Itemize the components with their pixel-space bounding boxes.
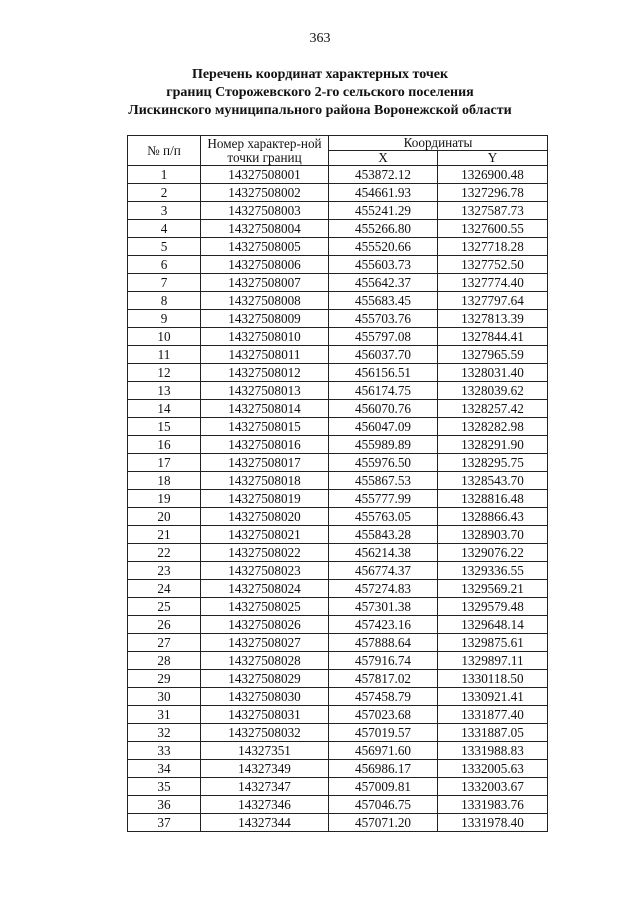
cell-x: 455843.28 <box>329 526 438 544</box>
cell-y: 1327797.64 <box>438 292 548 310</box>
cell-y: 1328282.98 <box>438 418 548 436</box>
cell-index: 34 <box>128 760 201 778</box>
cell-y: 1328031.40 <box>438 364 548 382</box>
cell-y: 1329076.22 <box>438 544 548 562</box>
cell-y: 1327844.41 <box>438 328 548 346</box>
cell-point-number: 14327508024 <box>201 580 329 598</box>
cell-index: 18 <box>128 472 201 490</box>
cell-point-number: 14327508013 <box>201 382 329 400</box>
cell-index: 15 <box>128 418 201 436</box>
cell-point-number: 14327508022 <box>201 544 329 562</box>
cell-point-number: 14327508006 <box>201 256 329 274</box>
document-title <box>0 66 640 120</box>
cell-x: 456986.17 <box>329 760 438 778</box>
table-row <box>128 670 548 688</box>
cell-y: 1329569.21 <box>438 580 548 598</box>
cell-point-number: 14327508001 <box>201 166 329 184</box>
cell-y: 1327774.40 <box>438 274 548 292</box>
table-row <box>128 814 548 832</box>
cell-y: 1329875.61 <box>438 634 548 652</box>
cell-x: 455642.37 <box>329 274 438 292</box>
cell-point-number: 14327508032 <box>201 724 329 742</box>
table-row <box>128 598 548 616</box>
cell-point-number: 14327508023 <box>201 562 329 580</box>
title-line-1: Перечень координат характерных точек <box>191 67 449 82</box>
cell-point-number: 14327508025 <box>201 598 329 616</box>
cell-point-number: 14327508031 <box>201 706 329 724</box>
cell-index: 32 <box>128 724 201 742</box>
cell-point-number: 14327508016 <box>201 436 329 454</box>
table-row <box>128 580 548 598</box>
cell-point-number: 14327508030 <box>201 688 329 706</box>
header-point-number-text: Номер характер-ной точки границ <box>207 135 322 165</box>
cell-x: 457019.57 <box>329 724 438 742</box>
cell-point-number: 14327508029 <box>201 670 329 688</box>
cell-y: 1329579.48 <box>438 598 548 616</box>
cell-x: 457916.74 <box>329 652 438 670</box>
cell-y: 1328543.70 <box>438 472 548 490</box>
header-index: № п/п <box>128 136 201 166</box>
cell-point-number: 14327508012 <box>201 364 329 382</box>
cell-point-number: 14327508003 <box>201 202 329 220</box>
cell-index: 8 <box>128 292 201 310</box>
cell-y: 1327600.55 <box>438 220 548 238</box>
cell-index: 9 <box>128 310 201 328</box>
cell-y: 1328866.43 <box>438 508 548 526</box>
cell-point-number: 14327508007 <box>201 274 329 292</box>
cell-y: 1328257.42 <box>438 400 548 418</box>
table-row <box>128 292 548 310</box>
table-row <box>128 166 548 184</box>
table-row <box>128 562 548 580</box>
cell-index: 23 <box>128 562 201 580</box>
cell-point-number: 14327508014 <box>201 400 329 418</box>
cell-point-number: 14327508020 <box>201 508 329 526</box>
cell-point-number: 14327508019 <box>201 490 329 508</box>
cell-index: 27 <box>128 634 201 652</box>
table-body <box>128 166 548 832</box>
cell-point-number: 14327347 <box>201 778 329 796</box>
table-row <box>128 472 548 490</box>
cell-x: 455867.53 <box>329 472 438 490</box>
cell-y: 1332003.67 <box>438 778 548 796</box>
cell-y: 1331877.40 <box>438 706 548 724</box>
header-x: X <box>329 151 438 166</box>
header-coordinates: Координаты <box>329 136 548 151</box>
cell-point-number: 14327508011 <box>201 346 329 364</box>
cell-index: 19 <box>128 490 201 508</box>
table-row <box>128 778 548 796</box>
table-row <box>128 508 548 526</box>
cell-y: 1331988.83 <box>438 742 548 760</box>
table-row <box>128 184 548 202</box>
cell-x: 457888.64 <box>329 634 438 652</box>
cell-point-number: 14327508005 <box>201 238 329 256</box>
cell-y: 1331978.40 <box>438 814 548 832</box>
header-y: Y <box>438 151 548 166</box>
cell-point-number: 14327508008 <box>201 292 329 310</box>
cell-point-number: 14327508009 <box>201 310 329 328</box>
cell-x: 457071.20 <box>329 814 438 832</box>
cell-index: 25 <box>128 598 201 616</box>
cell-index: 13 <box>128 382 201 400</box>
cell-x: 455777.99 <box>329 490 438 508</box>
cell-x: 456047.09 <box>329 418 438 436</box>
cell-index: 33 <box>128 742 201 760</box>
cell-index: 11 <box>128 346 201 364</box>
cell-x: 457817.02 <box>329 670 438 688</box>
cell-point-number: 14327508027 <box>201 634 329 652</box>
cell-y: 1332005.63 <box>438 760 548 778</box>
cell-index: 16 <box>128 436 201 454</box>
cell-point-number: 14327508018 <box>201 472 329 490</box>
table-row <box>128 454 548 472</box>
cell-point-number: 14327508026 <box>201 616 329 634</box>
cell-index: 14 <box>128 400 201 418</box>
table-row <box>128 418 548 436</box>
cell-index: 26 <box>128 616 201 634</box>
table-row <box>128 202 548 220</box>
table-row <box>128 256 548 274</box>
cell-y: 1329648.14 <box>438 616 548 634</box>
cell-index: 10 <box>128 328 201 346</box>
cell-y: 1331887.05 <box>438 724 548 742</box>
cell-index: 21 <box>128 526 201 544</box>
cell-y: 1327752.50 <box>438 256 548 274</box>
cell-x: 456214.38 <box>329 544 438 562</box>
cell-x: 453872.12 <box>329 166 438 184</box>
table-row <box>128 274 548 292</box>
cell-point-number: 14327508017 <box>201 454 329 472</box>
table-row <box>128 652 548 670</box>
table-row <box>128 238 548 256</box>
cell-index: 31 <box>128 706 201 724</box>
cell-x: 455603.73 <box>329 256 438 274</box>
cell-x: 455520.66 <box>329 238 438 256</box>
cell-point-number: 14327508015 <box>201 418 329 436</box>
cell-index: 20 <box>128 508 201 526</box>
cell-y: 1328816.48 <box>438 490 548 508</box>
cell-x: 457046.75 <box>329 796 438 814</box>
cell-x: 455989.89 <box>329 436 438 454</box>
cell-index: 7 <box>128 274 201 292</box>
table-row <box>128 364 548 382</box>
cell-point-number: 14327351 <box>201 742 329 760</box>
cell-y: 1328291.90 <box>438 436 548 454</box>
cell-y: 1329336.55 <box>438 562 548 580</box>
cell-point-number: 14327508028 <box>201 652 329 670</box>
cell-y: 1331983.76 <box>438 796 548 814</box>
cell-x: 456037.70 <box>329 346 438 364</box>
cell-index: 2 <box>128 184 201 202</box>
cell-x: 456156.51 <box>329 364 438 382</box>
table-row <box>128 634 548 652</box>
table-row <box>128 436 548 454</box>
cell-index: 5 <box>128 238 201 256</box>
cell-index: 30 <box>128 688 201 706</box>
cell-point-number: 14327508002 <box>201 184 329 202</box>
cell-point-number: 14327508004 <box>201 220 329 238</box>
cell-x: 456174.75 <box>329 382 438 400</box>
cell-x: 455683.45 <box>329 292 438 310</box>
cell-y: 1328039.62 <box>438 382 548 400</box>
cell-point-number: 14327508021 <box>201 526 329 544</box>
table-row <box>128 796 548 814</box>
cell-x: 455797.08 <box>329 328 438 346</box>
cell-x: 454661.93 <box>329 184 438 202</box>
cell-y: 1326900.48 <box>438 166 548 184</box>
cell-x: 455976.50 <box>329 454 438 472</box>
table-row <box>128 742 548 760</box>
title-line-3: Лискинского муниципального района Воронежской области <box>128 103 512 118</box>
cell-point-number: 14327508010 <box>201 328 329 346</box>
cell-index: 12 <box>128 364 201 382</box>
cell-y: 1327965.59 <box>438 346 548 364</box>
table-row <box>128 310 548 328</box>
cell-x: 455703.76 <box>329 310 438 328</box>
table-row <box>128 706 548 724</box>
table-row <box>128 760 548 778</box>
cell-x: 456070.76 <box>329 400 438 418</box>
cell-x: 455266.80 <box>329 220 438 238</box>
cell-x: 457023.68 <box>329 706 438 724</box>
cell-y: 1327296.78 <box>438 184 548 202</box>
table-row <box>128 526 548 544</box>
cell-y: 1328903.70 <box>438 526 548 544</box>
cell-index: 28 <box>128 652 201 670</box>
page-number: 363 <box>309 31 331 46</box>
coordinates-table <box>127 135 548 832</box>
table-row <box>128 346 548 364</box>
cell-x: 457458.79 <box>329 688 438 706</box>
table-row <box>128 382 548 400</box>
header-point-number <box>201 136 329 166</box>
cell-index: 4 <box>128 220 201 238</box>
table-row <box>128 328 548 346</box>
table-row <box>128 220 548 238</box>
table-row <box>128 724 548 742</box>
cell-y: 1327718.28 <box>438 238 548 256</box>
cell-y: 1329897.11 <box>438 652 548 670</box>
cell-x: 457423.16 <box>329 616 438 634</box>
cell-index: 3 <box>128 202 201 220</box>
cell-index: 24 <box>128 580 201 598</box>
table-row <box>128 490 548 508</box>
cell-point-number: 14327344 <box>201 814 329 832</box>
cell-index: 36 <box>128 796 201 814</box>
table-row <box>128 544 548 562</box>
cell-index: 29 <box>128 670 201 688</box>
cell-y: 1327587.73 <box>438 202 548 220</box>
cell-y: 1330921.41 <box>438 688 548 706</box>
table-row <box>128 616 548 634</box>
cell-y: 1328295.75 <box>438 454 548 472</box>
cell-point-number: 14327349 <box>201 760 329 778</box>
cell-x: 457301.38 <box>329 598 438 616</box>
cell-index: 22 <box>128 544 201 562</box>
cell-index: 35 <box>128 778 201 796</box>
cell-x: 457274.83 <box>329 580 438 598</box>
cell-x: 456971.60 <box>329 742 438 760</box>
cell-index: 1 <box>128 166 201 184</box>
cell-x: 455241.29 <box>329 202 438 220</box>
cell-x: 457009.81 <box>329 778 438 796</box>
cell-index: 37 <box>128 814 201 832</box>
table-row <box>128 688 548 706</box>
cell-point-number: 14327346 <box>201 796 329 814</box>
cell-y: 1330118.50 <box>438 670 548 688</box>
cell-index: 17 <box>128 454 201 472</box>
cell-index: 6 <box>128 256 201 274</box>
title-line-2: границ Сторожевского 2-го сельского поселения <box>166 85 474 100</box>
cell-x: 456774.37 <box>329 562 438 580</box>
cell-x: 455763.05 <box>329 508 438 526</box>
cell-y: 1327813.39 <box>438 310 548 328</box>
table-row <box>128 400 548 418</box>
